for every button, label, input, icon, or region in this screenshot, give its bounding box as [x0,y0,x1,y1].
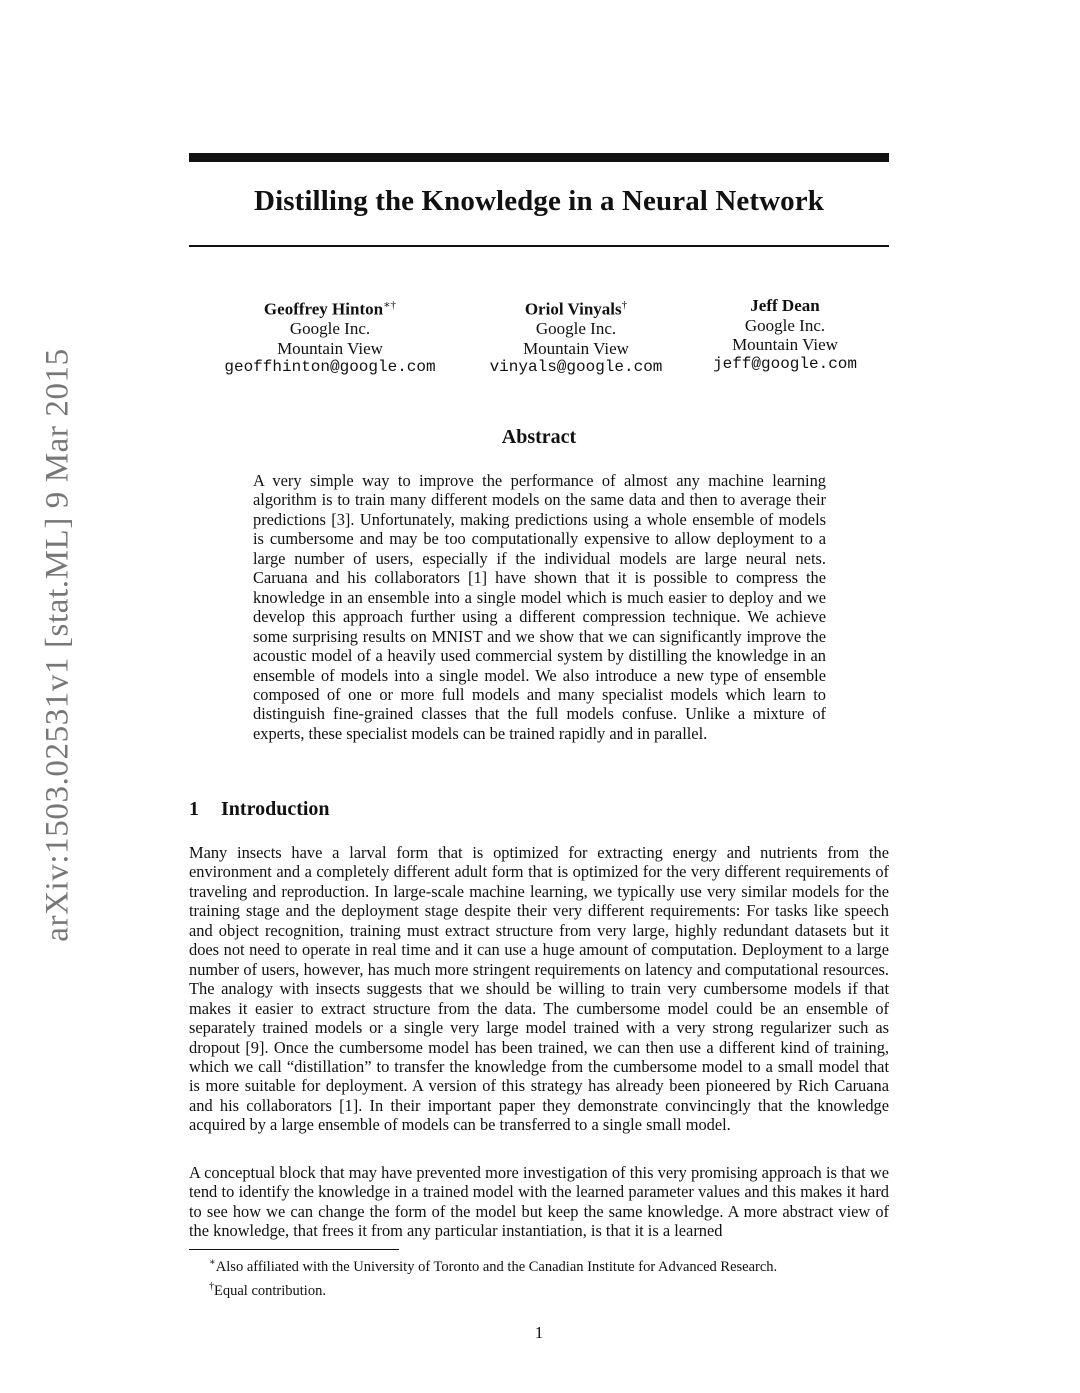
title-bottom-rule [189,245,889,247]
author-location: Mountain View [277,338,383,358]
footnote-mark: ∗ [209,1257,216,1268]
author-affiliation: Google Inc. [744,315,826,335]
arxiv-identifier-stamp: arXiv:1503.02531v1 [stat.ML] 9 Mar 2015 [39,348,76,942]
author-affiliation: Google Inc. [289,319,371,339]
author-name: Oriol Vinyals [524,299,622,319]
author-block-hinton [189,296,471,378]
author-block-vinyals [471,296,681,378]
footnote-rule [189,1249,399,1250]
author-footnote-marks: † [621,299,628,311]
intro-paragraph-2: A conceptual block that may have prevented more investigation of this very promising approach is that we tend to identify the knowledge in a trained model with the learned parameter values and this makes it hard to see how we can change the form of the model but keep the same knowledge. A more abstract view of the knowledge, that frees it from any particular instantiation, is that it is a learned [189,1163,889,1241]
author-location: Mountain View [732,335,838,355]
footnote [209,1253,777,1277]
footnote-mark: † [209,1281,214,1293]
footnote-text: Equal contribution. [214,1283,326,1300]
author-location: Mountain View [523,338,629,358]
author-name: Geoffrey Hinton [263,299,384,319]
author-email[interactable]: vinyals@google.com [489,358,663,377]
author-email[interactable]: geoffhinton@google.com [224,358,436,377]
abstract-heading: Abstract [501,426,577,448]
author-name: Jeff Dean [750,296,820,315]
section-heading-introduction [189,798,330,821]
title-top-rule [189,153,889,162]
author-email[interactable]: jeff@google.com [712,354,858,373]
intro-paragraph-1: Many insects have a larval form that is optimized for extracting energy and nutrients from the environment and a completely different adult form that is optimized for the very different requirements of traveling and reproduction. In large-scale machine learning, we typically use very similar models for the training stage and the deployment stage despite their very different requirements: For tasks like speech and object recognition, training must extract structure from very large, highly redundant datasets but it does not need to operate in real time and it can use a huge amount of computation. Deployment to a large number of users, however, has much more stringent requirements on latency and computational resources. The analogy with insects suggests that we should be willing to train very cumbersome models if that makes it easier to extract structure from the data. The cumbersome model could be an ensemble of separately trained models or a single very large model trained with a very strong regularizer such as dropout [9]. Once the cumbersome model has been trained, we can then use a different kind of training, which we call “distillation” to transfer the knowledge from the cumbersome model to a small model that is more suitable for deployment. A version of this strategy has already been pioneered by Rich Caruana and his collaborators [1]. In their important paper they demonstrate convincingly that the knowledge acquired by a large ensemble of models can be transferred to a single small model. [189,843,889,1135]
section-number: 1 [189,798,199,820]
footnotes [209,1253,777,1302]
footnote [209,1277,777,1301]
author-affiliation: Google Inc. [535,319,617,339]
paper-title: Distilling the Knowledge in a Neural Network [254,185,824,217]
abstract-text: A very simple way to improve the performance of almost any machine learning algorithm is to train many different models on the same data and then to average their predictions [3]. Unfortunately, making predictions using a whole ensemble of models is cumbersome and may be too computationally expensive to allow deployment to a large number of users, especially if the individual models are large neural nets. Caruana and his collaborators [1] have shown that it is possible to compress the knowledge in an ensemble into a single model which is much easier to deploy and we develop this approach further using a different compression technique. We achieve some surprising results on MNIST and we show that we can significantly improve the acoustic model of a heavily used commercial system by distilling the knowledge in an ensemble of models into a single model. We also introduce a new type of ensemble composed of one or more full models and many specialist models which learn to distinguish fine-grained classes that the full models confuse. Unlike a mixture of experts, these specialist models can be trained rapidly and in parallel. [253,471,826,743]
footnote-text: Also affiliated with the University of Toronto and the Canadian Institute for Advanced Research. [215,1258,778,1275]
author-footnote-marks: ∗† [383,299,397,311]
author-block-dean [681,296,889,374]
page-number: 1 [534,1323,544,1342]
section-title: Introduction [221,798,330,820]
